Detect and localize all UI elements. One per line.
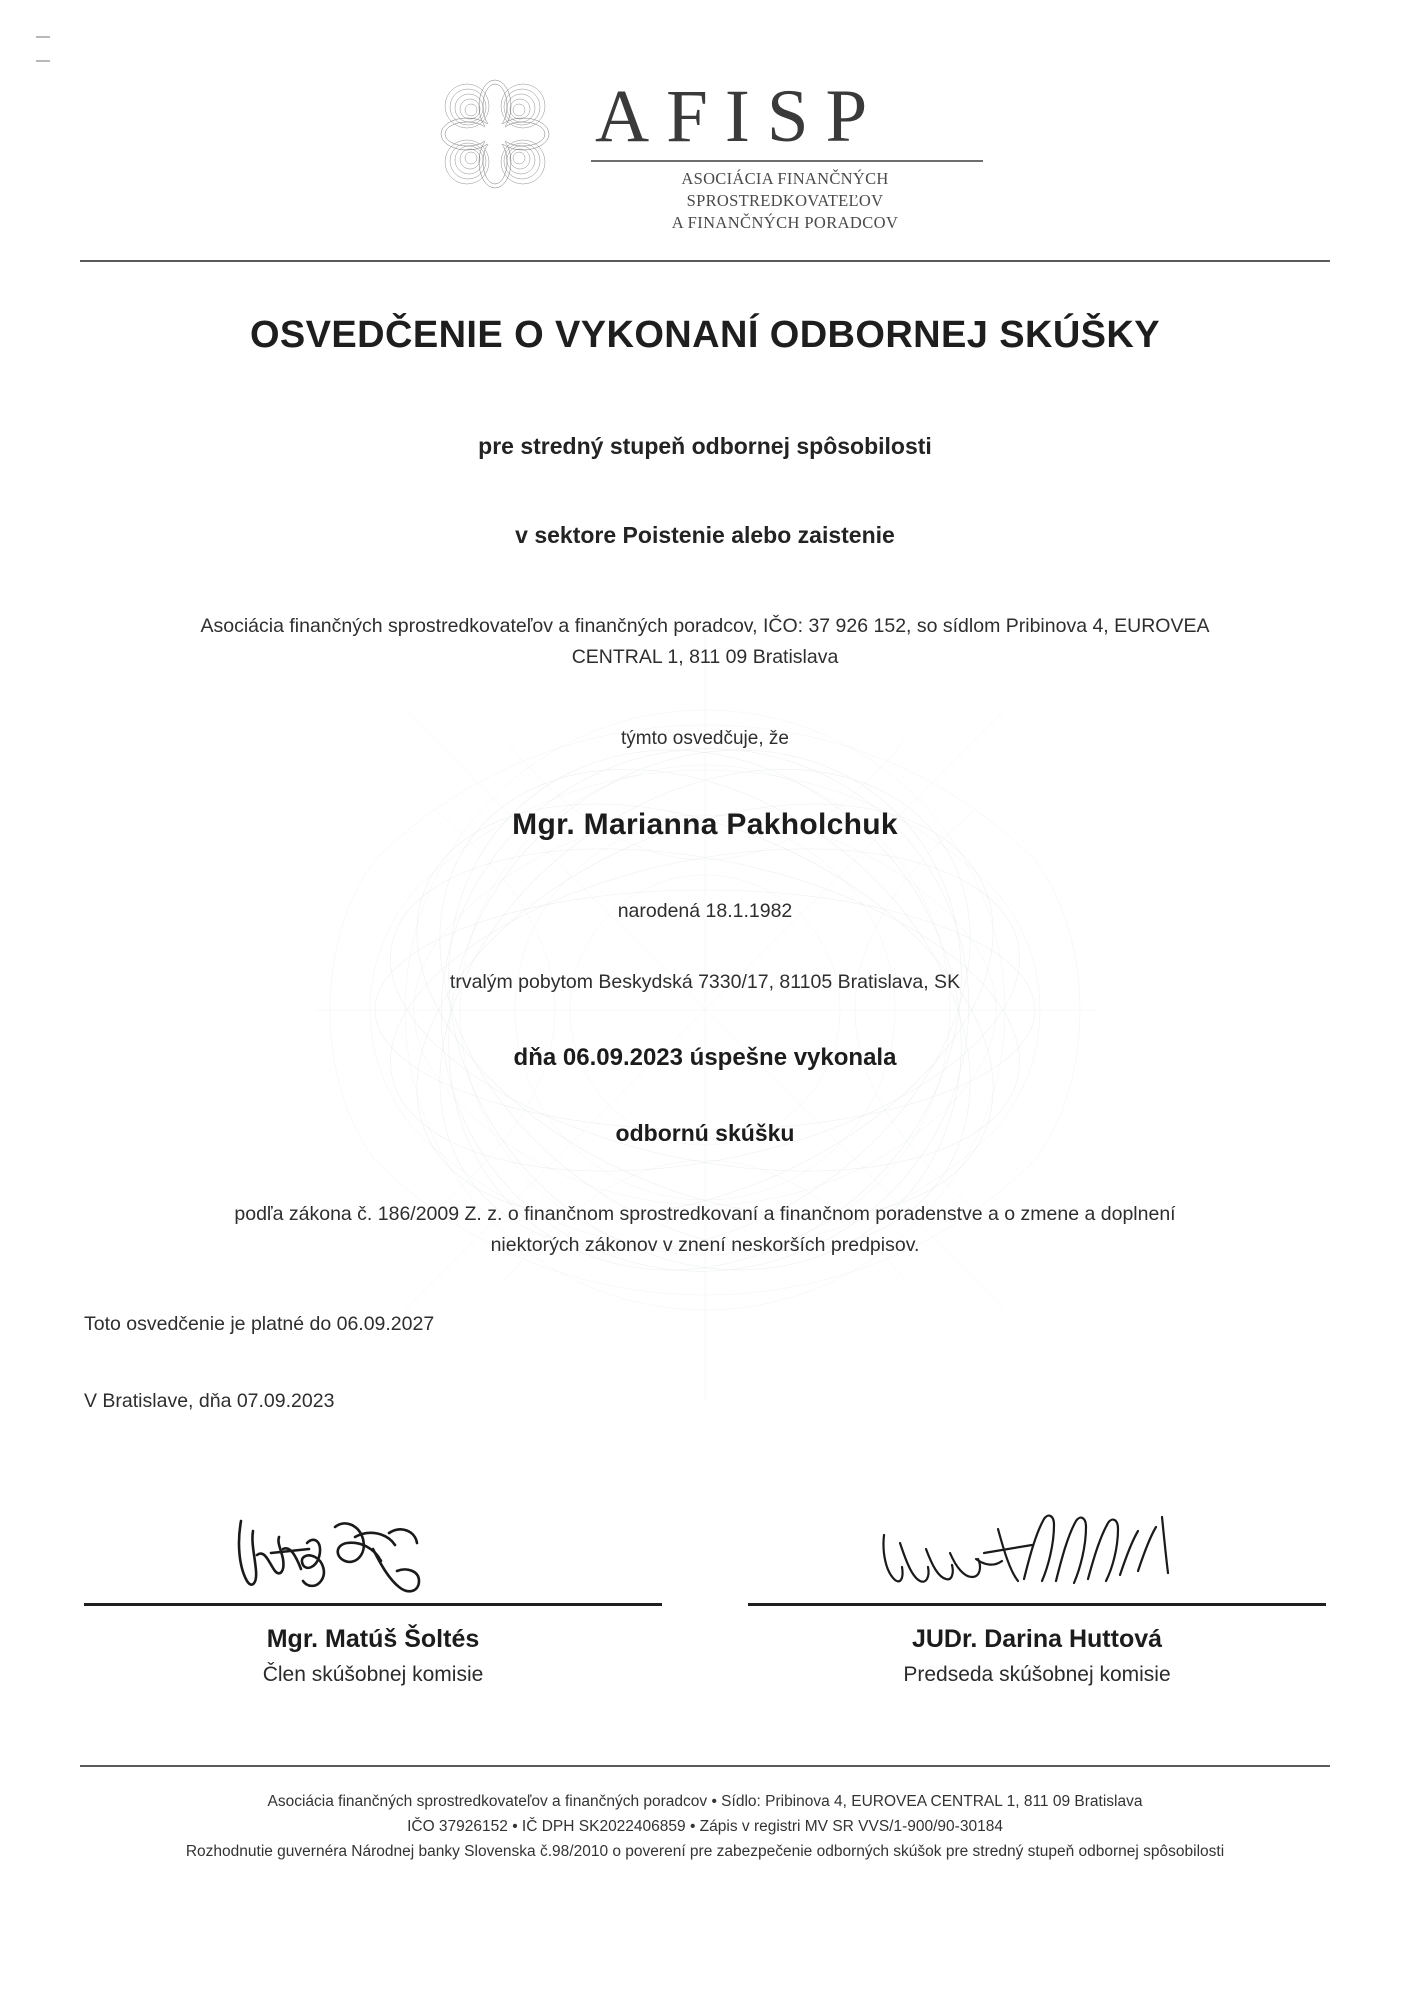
handwritten-signature-huttova-icon bbox=[748, 1507, 1326, 1603]
signature-column-chair bbox=[748, 1507, 1326, 1687]
holder-birth-date: narodená 18.1.1982 bbox=[617, 899, 793, 922]
exam-date-line: dňa 06.09.2023 úspešne vykonala bbox=[513, 1043, 897, 1071]
issuing-organization bbox=[87, 611, 1323, 671]
exam-kind: odbornú skúšku bbox=[615, 1119, 795, 1146]
signature-block bbox=[84, 1507, 1326, 1687]
organization-line-1: Asociácia finančných sprostredkovateľov a finančných poradcov, IČO: 37 926 152, so sídlom Pribinova 4, EUROVEA bbox=[200, 615, 1210, 638]
logo-subtitle-line-2: A FINANČNÝCH PORADCOV bbox=[671, 213, 899, 233]
header-divider bbox=[80, 260, 1330, 262]
footer-line-3: Rozhodnutie guvernéra Národnej banky Slovenska č.98/2010 o poverení pre zabezpečenie odborných skúšok pre stredný stupeň odbornej spôsobilosti bbox=[185, 1843, 1225, 1861]
legal-basis-line-2: niektorých zákonov v znení neskorších predpisov. bbox=[490, 1233, 920, 1256]
signature-column-member bbox=[84, 1507, 662, 1687]
signatory-name-chair: JUDr. Darina Huttová bbox=[911, 1625, 1163, 1654]
place-and-date: V Bratislave, dňa 07.09.2023 bbox=[84, 1390, 335, 1413]
footer-divider bbox=[80, 1765, 1330, 1767]
footer-line-2: IČO 37926152 • IČ DPH SK2022406859 • Zápis v registri MV SR VVS/1-900/90-30184 bbox=[407, 1818, 1003, 1836]
afisp-emblem-icon bbox=[427, 70, 563, 198]
holder-name: Mgr. Marianna Pakholchuk bbox=[512, 807, 898, 841]
certificate-title: OSVEDČENIE O VYKONANÍ ODBORNEJ SKÚŠKY bbox=[249, 314, 1161, 357]
signatory-name-member: Mgr. Matúš Šoltés bbox=[266, 1625, 480, 1654]
handwritten-signature-soltes-icon bbox=[84, 1507, 662, 1603]
footer-line-1: Asociácia finančných sprostredkovateľov a finančných poradcov • Sídlo: Pribinova 4, EUROVEA CENTRAL 1, 811 09 Bratislava bbox=[267, 1793, 1143, 1811]
signatory-role-member: Člen skúšobnej komisie bbox=[262, 1663, 484, 1687]
logo-divider bbox=[591, 160, 983, 162]
qualification-level: pre stredný stupeň odbornej spôsobilosti bbox=[478, 433, 932, 460]
qualification-sector: v sektore Poistenie alebo zaistenie bbox=[515, 522, 895, 549]
validity-statement: Toto osvedčenie je platné do 06.09.2027 bbox=[84, 1313, 435, 1336]
signatory-role-chair: Predseda skúšobnej komisie bbox=[903, 1663, 1171, 1687]
logo-subtitle bbox=[589, 168, 981, 235]
attestation-phrase: týmto osvedčuje, že bbox=[621, 727, 789, 749]
document-header bbox=[0, 0, 1410, 234]
logo-subtitle-line-1: ASOCIÁCIA FINANČNÝCH SPROSTREDKOVATEĽOV bbox=[681, 168, 889, 210]
legal-basis bbox=[105, 1199, 1305, 1261]
logo-wordmark: AFISP bbox=[595, 75, 885, 158]
organization-line-2: CENTRAL 1, 811 09 Bratislava bbox=[571, 645, 839, 668]
legal-basis-line-1: podľa zákona č. 186/2009 Z. z. o finančnom sprostredkovaní a finančnom poradenstve a o zmene a doplnení bbox=[234, 1202, 1176, 1225]
holder-residence: trvalým pobytom Beskydská 7330/17, 81105 Bratislava, SK bbox=[449, 970, 961, 993]
scan-edge-marks bbox=[36, 36, 50, 84]
document-footer bbox=[85, 1789, 1325, 1864]
